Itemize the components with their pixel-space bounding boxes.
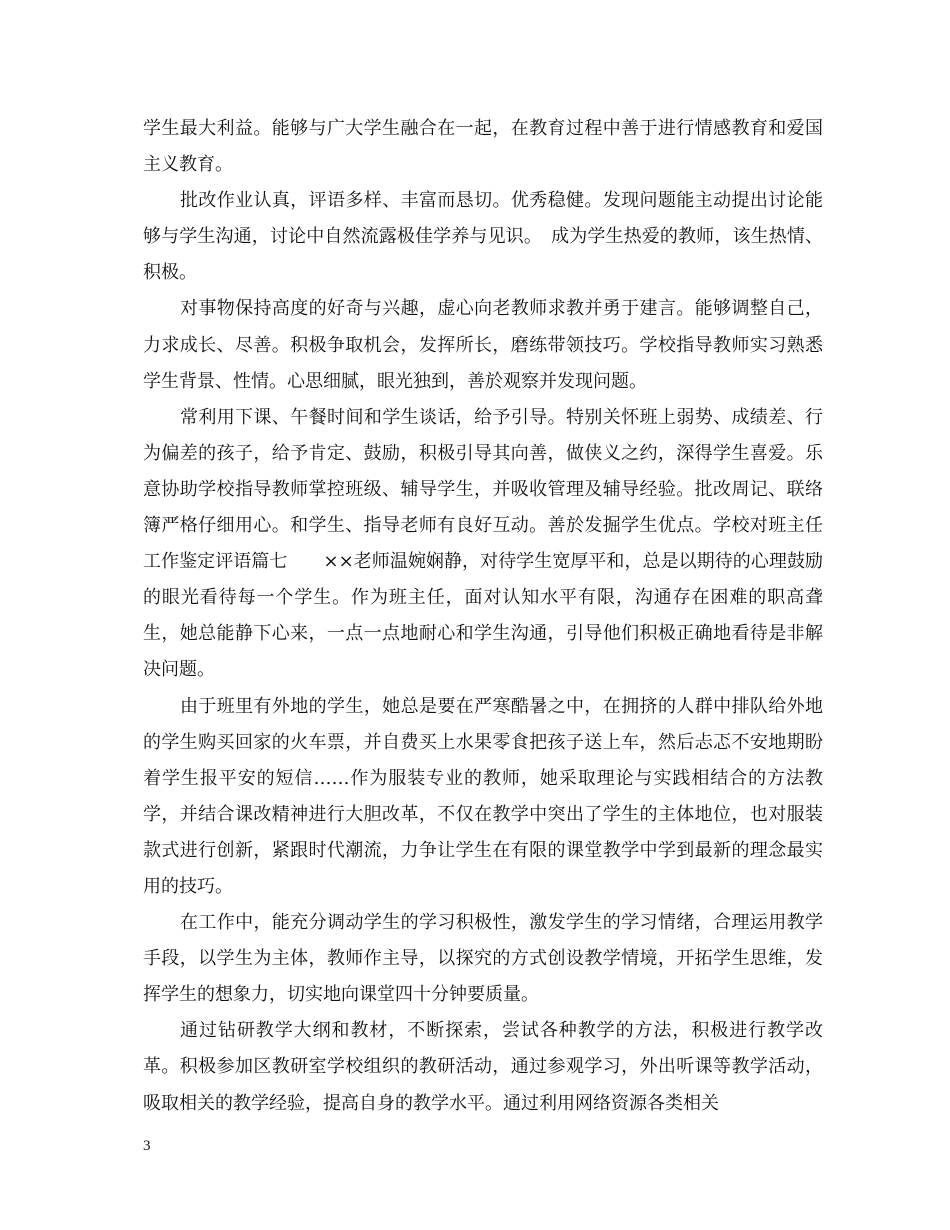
paragraph-6: 在工作中，能充分调动学生的学习积极性，激发学生的学习情绪，合理运用教学手段，以学生为主体，教师作主导，以探究的方式创设教学情境，开拓学生思维，发挥学生的想象力，切实地向课堂四十分钟要质量。 [143,912,823,1006]
paragraph-2: 批改作业认真，评语多样、丰富而恳切。优秀稳健。发现问题能主动提出讨论能够与学生沟通，讨论中自然流露极佳学养与见识。 成为学生热爱的教师，该生热情、积极。 [143,190,823,284]
paragraph-5: 由于班里有外地的学生，她总是要在严寒酷暑之中，在拥挤的人群中排队给外地的学生购买回家的火车票，并自费买上水果零食把孩子送上车，然后忐忑不安地期盼着学生报平安的短信……作为服装专业的教师，她采取理论与实践相结合的方法教学，并结合课改精神进行大胆改革，不仅在教学中突出了学生的主体地位，也对服装款式进行创新，紧跟时代潮流，力争让学生在有限的课堂教学中学到最新的理念最实用的技巧。 [143,695,823,897]
paragraph-3: 对事物保持高度的好奇与兴趣，虚心向老教师求教并勇于建言。能够调整自己，力求成长、尽善。积极争取机会，发挥所长，磨练带领技巧。学校指导教师实习熟悉学生背景、性情。心思细腻，眼光独到，善於观察并发现问题。 [143,298,823,392]
paragraph-4: 常利用下课、午餐时间和学生谈话，给予引导。特别关怀班上弱势、成绩差、行为偏差的孩子，给予肯定、鼓励，积极引导其向善，做侠义之约，深得学生喜爱。乐意协助学校指导教师掌控班级、辅导学生，并吸收管理及辅导经验。批改周记、联络簿严格仔细用心。和学生、指导老师有良好互动。善於发掘学生优点。学校对班主任工作鉴定评语篇七 ××老师温婉娴静，对待学生宽厚平和，总是以期待的心理鼓励的眼光看待每一个学生。作为班主任，面对认知水平有限，沟通存在困难的职高聋生，她总能静下心来，一点一点地耐心和学生沟通，引导他们积极正确地看待是非解决问题。 [143,406,823,681]
page-number: 3 [143,1138,151,1154]
paragraph-7: 通过钻研教学大纲和教材，不断探索，尝试各种教学的方法，积极进行教学改革。积极参加区教研室学校组织的教研活动，通过参观学习，外出听课等教学活动，吸取相关的教学经验，提高自身的教学水平。通过利用网络资源各类相关 [143,1020,823,1114]
paragraph-1: 学生最大利益。能够与广大学生融合在一起，在教育过程中善于进行情感教育和爱国主义教育。 [143,118,823,176]
body-text [143,111,823,1122]
